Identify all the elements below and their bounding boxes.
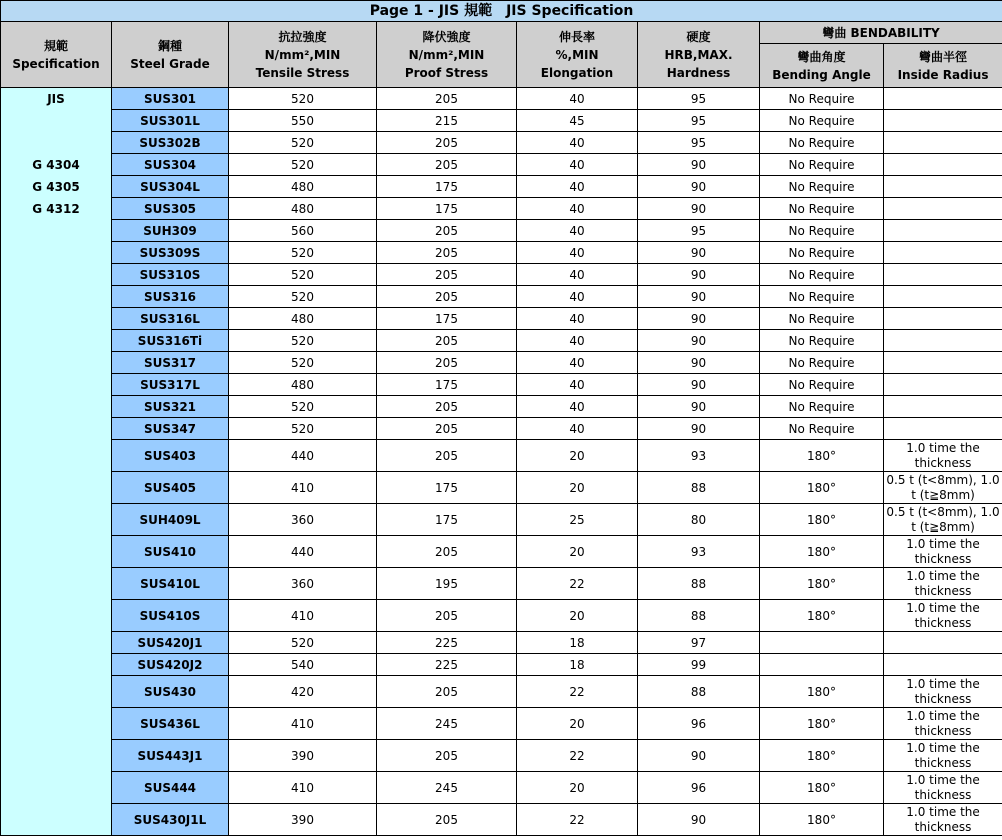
header-inside-radius	[884, 44, 1002, 88]
elongation-cell: 20	[517, 708, 638, 740]
bending-angle-cell: No Require	[760, 264, 884, 286]
elongation-cell: 40	[517, 88, 638, 110]
table-row	[1, 600, 1002, 632]
header-radius-en: Inside Radius	[897, 67, 989, 82]
hardness-cell: 95	[638, 132, 760, 154]
elongation-cell: 40	[517, 352, 638, 374]
spec-label: G 4305	[32, 180, 80, 194]
elongation-cell: 40	[517, 198, 638, 220]
elongation-cell: 18	[517, 654, 638, 676]
table-row	[1, 418, 1002, 440]
inside-radius-cell	[884, 654, 1002, 676]
tensile-cell: 390	[229, 804, 377, 836]
inside-radius-cell	[884, 242, 1002, 264]
grade-cell: SUS403	[112, 440, 229, 472]
grade-cell: SUH409L	[112, 504, 229, 536]
page-title: Page 1 - JIS 規範 JIS Specification	[1, 1, 1002, 22]
inside-radius-cell: 1.0 time the thickness	[884, 804, 1002, 836]
header-elong-zh: 伸長率	[558, 29, 595, 44]
bending-angle-cell: 180°	[760, 772, 884, 804]
hardness-cell: 90	[638, 242, 760, 264]
elongation-cell: 20	[517, 536, 638, 568]
hardness-cell: 88	[638, 676, 760, 708]
hardness-cell: 96	[638, 708, 760, 740]
bending-angle-cell: 180°	[760, 504, 884, 536]
proof-cell: 175	[377, 374, 517, 396]
inside-radius-cell	[884, 418, 1002, 440]
elongation-cell: 18	[517, 632, 638, 654]
spec-label	[1, 110, 111, 132]
table-row	[1, 568, 1002, 600]
header-angle-en: Bending Angle	[772, 67, 871, 82]
tensile-cell: 440	[229, 440, 377, 472]
bending-angle-cell: No Require	[760, 330, 884, 352]
inside-radius-cell: 1.0 time the thickness	[884, 440, 1002, 472]
grade-cell: SUS304	[112, 154, 229, 176]
inside-radius-cell: 0.5 t (t<8mm), 1.0 t (t≧8mm)	[884, 504, 1002, 536]
proof-cell: 205	[377, 242, 517, 264]
inside-radius-cell	[884, 632, 1002, 654]
bending-angle-cell: No Require	[760, 176, 884, 198]
specification-cell	[1, 88, 112, 836]
hardness-cell: 88	[638, 600, 760, 632]
hardness-cell: 99	[638, 654, 760, 676]
tensile-cell: 520	[229, 264, 377, 286]
inside-radius-cell: 1.0 time the thickness	[884, 676, 1002, 708]
inside-radius-cell	[884, 198, 1002, 220]
grade-cell: SUS301	[112, 88, 229, 110]
inside-radius-cell	[884, 88, 1002, 110]
proof-cell: 175	[377, 308, 517, 330]
grade-cell: SUS443J1	[112, 740, 229, 772]
tensile-cell: 520	[229, 396, 377, 418]
grade-cell: SUS405	[112, 472, 229, 504]
tensile-cell: 480	[229, 374, 377, 396]
table-row	[1, 654, 1002, 676]
inside-radius-cell: 0.5 t (t<8mm), 1.0 t (t≧8mm)	[884, 472, 1002, 504]
header-proof	[377, 22, 517, 88]
hardness-cell: 96	[638, 772, 760, 804]
inside-radius-cell: 1.0 time the thickness	[884, 600, 1002, 632]
table-row	[1, 804, 1002, 836]
tensile-cell: 520	[229, 286, 377, 308]
table-row	[1, 740, 1002, 772]
header-spec-zh: 規範	[43, 38, 68, 53]
elongation-cell: 40	[517, 176, 638, 198]
proof-cell: 205	[377, 396, 517, 418]
table-row	[1, 308, 1002, 330]
inside-radius-cell: 1.0 time the thickness	[884, 536, 1002, 568]
spec-label: JIS	[47, 92, 65, 106]
header-bendability: 彎曲 BENDABILITY	[760, 22, 1002, 44]
tensile-cell: 360	[229, 568, 377, 600]
table-row	[1, 110, 1002, 132]
grade-cell: SUS410	[112, 536, 229, 568]
proof-cell: 225	[377, 654, 517, 676]
tensile-cell: 520	[229, 88, 377, 110]
elongation-cell: 20	[517, 600, 638, 632]
header-elong-unit: %,MIN	[555, 47, 599, 62]
inside-radius-cell	[884, 374, 1002, 396]
inside-radius-cell: 1.0 time the thickness	[884, 708, 1002, 740]
elongation-cell: 40	[517, 374, 638, 396]
inside-radius-cell: 1.0 time the thickness	[884, 740, 1002, 772]
header-tensile	[229, 22, 377, 88]
table-row	[1, 504, 1002, 536]
header-hard-unit: HRB,MAX.	[664, 47, 733, 62]
inside-radius-cell	[884, 110, 1002, 132]
tensile-cell: 540	[229, 654, 377, 676]
hardness-cell: 88	[638, 472, 760, 504]
proof-cell: 205	[377, 88, 517, 110]
proof-cell: 205	[377, 676, 517, 708]
bending-angle-cell: 180°	[760, 600, 884, 632]
header-proof-unit: N/mm²,MIN	[408, 47, 485, 62]
proof-cell: 175	[377, 198, 517, 220]
inside-radius-cell	[884, 176, 1002, 198]
hardness-cell: 90	[638, 740, 760, 772]
table-row	[1, 708, 1002, 740]
grade-cell: SUS347	[112, 418, 229, 440]
proof-cell: 205	[377, 600, 517, 632]
grade-cell: SUS316L	[112, 308, 229, 330]
elongation-cell: 45	[517, 110, 638, 132]
proof-cell: 205	[377, 132, 517, 154]
header-steel-grade	[112, 22, 229, 88]
grade-cell: SUS316	[112, 286, 229, 308]
table-row	[1, 88, 1002, 110]
tensile-cell: 520	[229, 242, 377, 264]
table-row	[1, 536, 1002, 568]
table-row	[1, 396, 1002, 418]
hardness-cell: 95	[638, 88, 760, 110]
header-tensile-unit: N/mm²,MIN	[264, 47, 341, 62]
inside-radius-cell	[884, 308, 1002, 330]
proof-cell: 205	[377, 536, 517, 568]
bending-angle-cell: No Require	[760, 88, 884, 110]
header-proof-zh: 降伏強度	[422, 29, 471, 44]
proof-cell: 175	[377, 504, 517, 536]
proof-cell: 225	[377, 632, 517, 654]
hardness-cell: 90	[638, 804, 760, 836]
elongation-cell: 40	[517, 330, 638, 352]
elongation-cell: 22	[517, 804, 638, 836]
table-row	[1, 176, 1002, 198]
grade-cell: SUS436L	[112, 708, 229, 740]
table-row	[1, 154, 1002, 176]
proof-cell: 205	[377, 264, 517, 286]
inside-radius-cell	[884, 154, 1002, 176]
hardness-cell: 90	[638, 176, 760, 198]
hardness-cell: 88	[638, 568, 760, 600]
bending-angle-cell: No Require	[760, 308, 884, 330]
table-row	[1, 440, 1002, 472]
elongation-cell: 20	[517, 472, 638, 504]
proof-cell: 205	[377, 804, 517, 836]
bending-angle-cell: No Require	[760, 374, 884, 396]
proof-cell: 205	[377, 220, 517, 242]
elongation-cell: 40	[517, 242, 638, 264]
bending-angle-cell: No Require	[760, 110, 884, 132]
bending-angle-cell	[760, 632, 884, 654]
tensile-cell: 410	[229, 600, 377, 632]
hardness-cell: 97	[638, 632, 760, 654]
bending-angle-cell: 180°	[760, 676, 884, 708]
tensile-cell: 560	[229, 220, 377, 242]
header-elongation	[517, 22, 638, 88]
tensile-cell: 420	[229, 676, 377, 708]
bending-angle-cell	[760, 654, 884, 676]
elongation-cell: 40	[517, 286, 638, 308]
inside-radius-cell	[884, 220, 1002, 242]
grade-cell: SUS430	[112, 676, 229, 708]
bending-angle-cell: 180°	[760, 568, 884, 600]
inside-radius-cell: 1.0 time the thickness	[884, 772, 1002, 804]
grade-cell: SUS420J2	[112, 654, 229, 676]
hardness-cell: 90	[638, 396, 760, 418]
hardness-cell: 90	[638, 374, 760, 396]
inside-radius-cell	[884, 286, 1002, 308]
table-body	[1, 88, 1002, 836]
elongation-cell: 40	[517, 418, 638, 440]
grade-cell: SUS310S	[112, 264, 229, 286]
tensile-cell: 550	[229, 110, 377, 132]
inside-radius-cell	[884, 330, 1002, 352]
bending-angle-cell: No Require	[760, 132, 884, 154]
header-proof-en: Proof Stress	[404, 65, 489, 80]
grade-cell: SUS410L	[112, 568, 229, 600]
grade-cell: SUS420J1	[112, 632, 229, 654]
proof-cell: 245	[377, 708, 517, 740]
bending-angle-cell: 180°	[760, 472, 884, 504]
elongation-cell: 22	[517, 740, 638, 772]
elongation-cell: 40	[517, 396, 638, 418]
proof-cell: 215	[377, 110, 517, 132]
spec-label	[1, 132, 111, 154]
grade-cell: SUS302B	[112, 132, 229, 154]
hardness-cell: 93	[638, 536, 760, 568]
spec-label: G 4304	[32, 158, 80, 172]
bending-angle-cell: No Require	[760, 396, 884, 418]
grade-cell: SUS317	[112, 352, 229, 374]
header-specification	[1, 22, 112, 88]
grade-cell: SUS305	[112, 198, 229, 220]
tensile-cell: 520	[229, 352, 377, 374]
proof-cell: 205	[377, 740, 517, 772]
tensile-cell: 410	[229, 708, 377, 740]
hardness-cell: 90	[638, 418, 760, 440]
proof-cell: 175	[377, 176, 517, 198]
grade-cell: SUS410S	[112, 600, 229, 632]
proof-cell: 195	[377, 568, 517, 600]
bending-angle-cell: No Require	[760, 198, 884, 220]
bending-angle-cell: No Require	[760, 220, 884, 242]
table-row	[1, 286, 1002, 308]
table-row	[1, 772, 1002, 804]
table-row	[1, 676, 1002, 708]
proof-cell: 205	[377, 352, 517, 374]
table-row	[1, 330, 1002, 352]
tensile-cell: 390	[229, 740, 377, 772]
table-row	[1, 352, 1002, 374]
table-row	[1, 264, 1002, 286]
hardness-cell: 90	[638, 286, 760, 308]
grade-cell: SUS309S	[112, 242, 229, 264]
header-tensile-en: Tensile Stress	[255, 65, 350, 80]
proof-cell: 205	[377, 330, 517, 352]
bending-angle-cell: No Require	[760, 154, 884, 176]
elongation-cell: 40	[517, 154, 638, 176]
bending-angle-cell: No Require	[760, 286, 884, 308]
header-grade-en: Steel Grade	[130, 56, 210, 71]
header-angle-zh: 彎曲角度	[797, 49, 846, 64]
elongation-cell: 40	[517, 264, 638, 286]
hardness-cell: 90	[638, 198, 760, 220]
hardness-cell: 95	[638, 110, 760, 132]
grade-cell: SUS301L	[112, 110, 229, 132]
tensile-cell: 440	[229, 536, 377, 568]
tensile-cell: 520	[229, 330, 377, 352]
tensile-cell: 520	[229, 632, 377, 654]
tensile-cell: 480	[229, 308, 377, 330]
table-row	[1, 632, 1002, 654]
elongation-cell: 20	[517, 440, 638, 472]
header-spec-en: Specification	[12, 56, 100, 71]
table-row	[1, 198, 1002, 220]
bending-angle-cell: No Require	[760, 242, 884, 264]
hardness-cell: 90	[638, 154, 760, 176]
header-hard-zh: 硬度	[686, 29, 711, 44]
grade-cell: SUS430J1L	[112, 804, 229, 836]
proof-cell: 205	[377, 154, 517, 176]
proof-cell: 205	[377, 286, 517, 308]
bending-angle-cell: No Require	[760, 352, 884, 374]
elongation-cell: 20	[517, 772, 638, 804]
hardness-cell: 90	[638, 308, 760, 330]
bending-angle-cell: No Require	[760, 418, 884, 440]
tensile-cell: 410	[229, 772, 377, 804]
header-hard-en: Hardness	[666, 65, 731, 80]
bending-angle-cell: 180°	[760, 708, 884, 740]
hardness-cell: 80	[638, 504, 760, 536]
grade-cell: SUS317L	[112, 374, 229, 396]
spec-label: G 4312	[32, 202, 80, 216]
inside-radius-cell	[884, 132, 1002, 154]
table-row	[1, 132, 1002, 154]
grade-cell: SUS444	[112, 772, 229, 804]
hardness-cell: 95	[638, 220, 760, 242]
inside-radius-cell: 1.0 time the thickness	[884, 568, 1002, 600]
elongation-cell: 25	[517, 504, 638, 536]
tensile-cell: 480	[229, 198, 377, 220]
inside-radius-cell	[884, 264, 1002, 286]
header-radius-zh: 彎曲半徑	[919, 49, 968, 64]
tensile-cell: 480	[229, 176, 377, 198]
grade-cell: SUH309	[112, 220, 229, 242]
header-hardness	[638, 22, 760, 88]
hardness-cell: 90	[638, 264, 760, 286]
elongation-cell: 40	[517, 308, 638, 330]
tensile-cell: 410	[229, 472, 377, 504]
table-row	[1, 242, 1002, 264]
grade-cell: SUS316Ti	[112, 330, 229, 352]
grade-cell: SUS321	[112, 396, 229, 418]
hardness-cell: 90	[638, 330, 760, 352]
elongation-cell: 22	[517, 676, 638, 708]
header-grade-zh: 鋼種	[157, 38, 182, 53]
proof-cell: 175	[377, 472, 517, 504]
inside-radius-cell	[884, 352, 1002, 374]
table-row	[1, 472, 1002, 504]
bending-angle-cell: 180°	[760, 536, 884, 568]
table-row	[1, 374, 1002, 396]
tensile-cell: 520	[229, 154, 377, 176]
proof-cell: 245	[377, 772, 517, 804]
grade-cell: SUS304L	[112, 176, 229, 198]
header-bending-angle	[760, 44, 884, 88]
elongation-cell: 22	[517, 568, 638, 600]
elongation-cell: 40	[517, 220, 638, 242]
hardness-cell: 93	[638, 440, 760, 472]
proof-cell: 205	[377, 418, 517, 440]
bending-angle-cell: 180°	[760, 440, 884, 472]
table-row	[1, 220, 1002, 242]
header-tensile-zh: 抗拉強度	[278, 29, 327, 44]
tensile-cell: 520	[229, 418, 377, 440]
bending-angle-cell: 180°	[760, 740, 884, 772]
elongation-cell: 40	[517, 132, 638, 154]
inside-radius-cell	[884, 396, 1002, 418]
header-elong-en: Elongation	[540, 65, 614, 80]
proof-cell: 205	[377, 440, 517, 472]
hardness-cell: 90	[638, 352, 760, 374]
bending-angle-cell: 180°	[760, 804, 884, 836]
tensile-cell: 520	[229, 132, 377, 154]
tensile-cell: 360	[229, 504, 377, 536]
